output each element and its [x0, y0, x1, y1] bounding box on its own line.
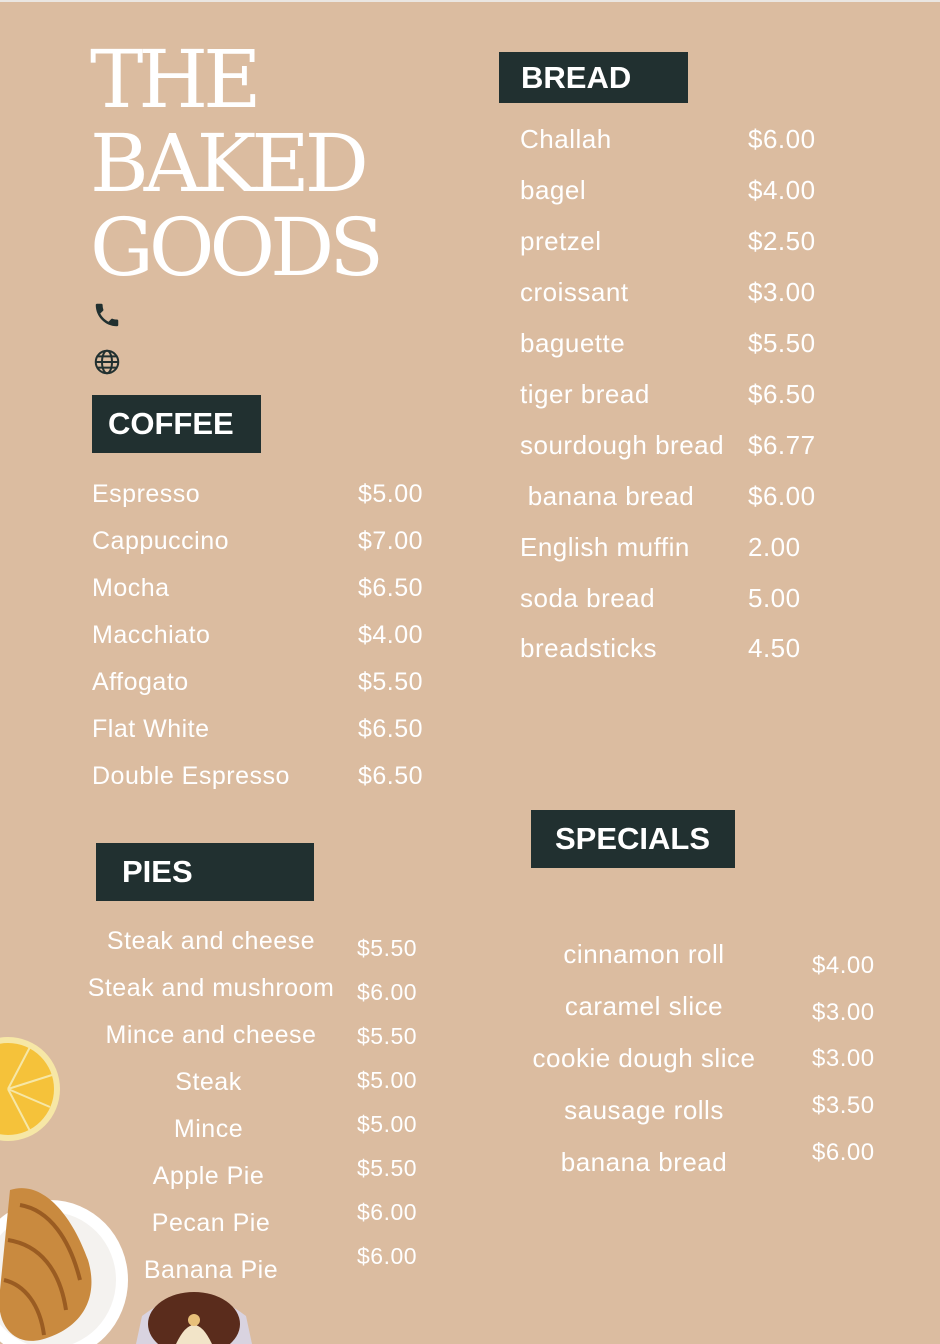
item-name: breadsticks	[520, 633, 657, 663]
croissant-plate-image	[0, 1170, 140, 1344]
menu-item	[520, 991, 768, 1022]
item-price: $6.00	[812, 1139, 875, 1166]
bread-header	[499, 52, 688, 103]
item-name: Mocha	[92, 574, 170, 602]
item-price: $6.50	[358, 762, 424, 790]
item-price: $5.50	[748, 328, 816, 358]
item-price: 5.00	[748, 583, 801, 613]
item-name: Macchiato	[92, 621, 211, 649]
item-name: Affogato	[92, 668, 189, 696]
item-name: English muffin	[520, 532, 690, 562]
item-name: cookie dough slice	[532, 1043, 756, 1073]
item-price: $6.00	[357, 1199, 418, 1225]
item-price: $6.00	[748, 124, 816, 154]
menu-title	[90, 33, 380, 294]
item-price: $5.00	[358, 480, 424, 508]
title-line: GOODS	[90, 201, 380, 294]
top-border	[0, 0, 940, 2]
item-price: $3.00	[812, 999, 875, 1026]
coffee-header-label: COFFEE	[108, 406, 234, 441]
item-price: $5.00	[357, 1067, 418, 1093]
item-name: cinnamon roll	[563, 939, 725, 969]
item-price: $2.50	[748, 226, 816, 256]
item-price: $5.50	[357, 1155, 418, 1181]
menu-item	[520, 939, 768, 970]
item-name: banana bread	[560, 1147, 728, 1177]
title-line: THE	[90, 33, 257, 126]
item-price: $3.00	[748, 277, 816, 307]
item-price: $6.50	[748, 379, 816, 409]
item-price: $3.50	[812, 1092, 875, 1119]
item-name: pretzel	[520, 226, 602, 256]
specials-header	[531, 810, 735, 868]
cupcake-image	[136, 1286, 252, 1344]
pies-header-label: PIES	[122, 854, 193, 889]
menu-item	[520, 1147, 768, 1178]
menu-item	[520, 1095, 768, 1126]
item-name: Double Espresso	[92, 762, 290, 790]
item-price: $6.00	[357, 979, 418, 1005]
item-price: 4.50	[748, 633, 801, 663]
item-price: $6.50	[358, 574, 424, 602]
pies-header	[96, 843, 314, 901]
title-line: BAKED	[90, 117, 364, 210]
item-name: Pecan Pie	[151, 1209, 271, 1237]
item-name: Challah	[520, 124, 612, 154]
item-name: baguette	[520, 328, 626, 358]
item-name: croissant	[520, 277, 629, 307]
item-price: $6.00	[748, 481, 816, 511]
item-price: 2.00	[748, 532, 801, 562]
item-name: sausage rolls	[564, 1095, 724, 1125]
menu-item	[86, 1068, 331, 1097]
item-name: banana bread	[520, 481, 695, 511]
menu-item	[520, 1043, 768, 1074]
item-price: $4.00	[748, 175, 816, 205]
item-name: sourdough bread	[520, 430, 725, 460]
item-price: $6.50	[358, 715, 424, 743]
menu-item	[86, 1021, 336, 1050]
item-name: Steak and mushroom	[87, 974, 335, 1002]
item-name: bagel	[520, 175, 587, 205]
menu-item	[86, 1115, 331, 1144]
item-price: $5.50	[358, 668, 424, 696]
item-name: Espresso	[92, 480, 201, 508]
menu-item	[86, 927, 336, 956]
item-price: $3.00	[812, 1045, 875, 1072]
item-name: Steak and cheese	[106, 927, 316, 955]
item-name: Apple Pie	[152, 1162, 265, 1190]
item-price: $4.00	[812, 952, 875, 979]
lemon-slice-image	[0, 1035, 62, 1143]
bread-header-label: BREAD	[521, 59, 632, 95]
item-price: $6.77	[748, 430, 816, 460]
item-price: $5.00	[357, 1111, 418, 1137]
menu-item	[86, 974, 336, 1003]
item-name: Flat White	[92, 715, 210, 743]
specials-header-label: SPECIALS	[555, 821, 711, 856]
item-price: $7.00	[358, 527, 424, 555]
item-price: $5.50	[357, 935, 418, 961]
globe-icon	[92, 347, 122, 377]
item-name: Cappuccino	[92, 527, 230, 555]
item-name: soda bread	[520, 583, 656, 613]
coffee-header	[92, 395, 261, 453]
item-price: $4.00	[358, 621, 424, 649]
item-price: $6.00	[357, 1243, 418, 1269]
item-price: $5.50	[357, 1023, 418, 1049]
item-name: Mince and cheese	[105, 1021, 317, 1049]
item-name: Steak	[175, 1068, 242, 1096]
phone-icon	[92, 300, 122, 330]
item-name: tiger bread	[520, 379, 650, 409]
item-name: Mince	[173, 1115, 244, 1143]
item-name: Banana Pie	[143, 1256, 279, 1284]
item-name: caramel slice	[564, 991, 724, 1021]
